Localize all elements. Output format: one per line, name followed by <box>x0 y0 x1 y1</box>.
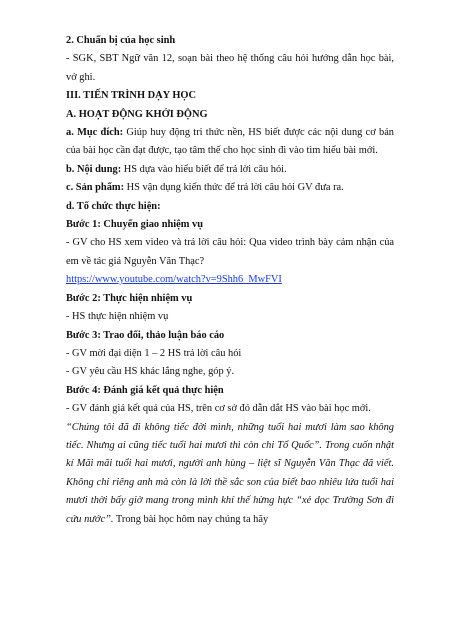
section-heading-student-prep: 2. Chuẩn bị của học sinh <box>66 35 176 46</box>
quote-tail-text: Trong bài học hôm nay chúng ta hãy <box>113 513 269 525</box>
youtube-video-link[interactable]: https://www.youtube.com/watch?v=9Shh6_MwFVI <box>66 274 282 286</box>
quote-text: “Chúng tôi đã đi không tiếc đời mình, những tuổi hai mươi làm sao không tiếc. Nhưng ai cũng tiếc tuổi hai mươi thì còn chi Tổ Quốc”. Trong cuốn nhật kí Mãi mãi tuổi hai mươi, người anh hùng – liệt sĩ Nguyễn Văn Thạc đã viết. Không chỉ riêng anh mà còn là lời thề sắc son của biết bao nhiêu lứa tuổi hai mươi thời bấy giờ mang trong mình khí thế hừng hực “xẻ dọc Trường Sơn đi cứu nước”. <box>66 421 394 525</box>
paragraph-student-materials: - SGK, SBT Ngữ văn 12, soạn bài theo hệ thống câu hỏi hướng dẫn học bài, vở ghi. <box>66 53 394 83</box>
heading-organization: d. Tổ chức thực hiện: <box>66 200 161 212</box>
paragraph-quote <box>66 419 394 529</box>
label-product: c. Sản phẩm: <box>66 182 125 194</box>
paragraph-content <box>66 161 394 179</box>
text-product: HS vận dụng kiến thức để trả lời câu hỏi GV đưa ra. <box>124 182 344 194</box>
paragraph-step-3-b: - GV yêu cầu HS khác lắng nghe, góp ý. <box>66 366 235 378</box>
label-content: b. Nội dung: <box>66 163 122 175</box>
paragraph-step-4: - GV đánh giá kết quả của HS, trên cơ sở đó dẫn dắt HS vào bài học mới. <box>66 403 371 415</box>
text-content: HS dựa vào hiểu biết để trả lời câu hỏi. <box>121 163 287 175</box>
paragraph-product <box>66 179 394 197</box>
paragraph-step-1-task: - GV cho HS xem video và trả lời câu hỏi: Qua video trình bày cảm nhận của em về tác giả Nguyễn Văn Thạc? <box>66 237 394 267</box>
paragraph-purpose <box>66 124 394 161</box>
heading-step-2: Bước 2: Thực hiện nhiệm vụ <box>66 292 193 304</box>
paragraph-step-3-a: - GV mời đại diện 1 – 2 HS trả lời câu hỏi <box>66 347 242 359</box>
section-heading-teaching-process: III. TIẾN TRÌNH DẠY HỌC <box>66 90 197 102</box>
section-heading-warmup-activity: A. HOẠT ĐỘNG KHỞI ĐỘNG <box>66 108 208 120</box>
paragraph-step-2-task: - HS thực hiện nhiệm vụ <box>66 311 169 323</box>
heading-step-4: Bước 4: Đánh giá kết quả thực hiện <box>66 384 224 396</box>
text-purpose: Giúp huy động tri thức nền, HS biết được các nội dung cơ bản của bài học cần đạt được, tạo tâm thế cho học sinh đi vào tìm hiểu bài mới. <box>66 127 394 157</box>
heading-step-3: Bước 3: Trao đổi, thảo luận báo cáo <box>66 329 225 341</box>
video-link-row <box>66 271 394 289</box>
label-purpose: a. Mục đích: <box>66 127 124 139</box>
heading-step-1: Bước 1: Chuyển giao nhiệm vụ <box>66 219 203 231</box>
